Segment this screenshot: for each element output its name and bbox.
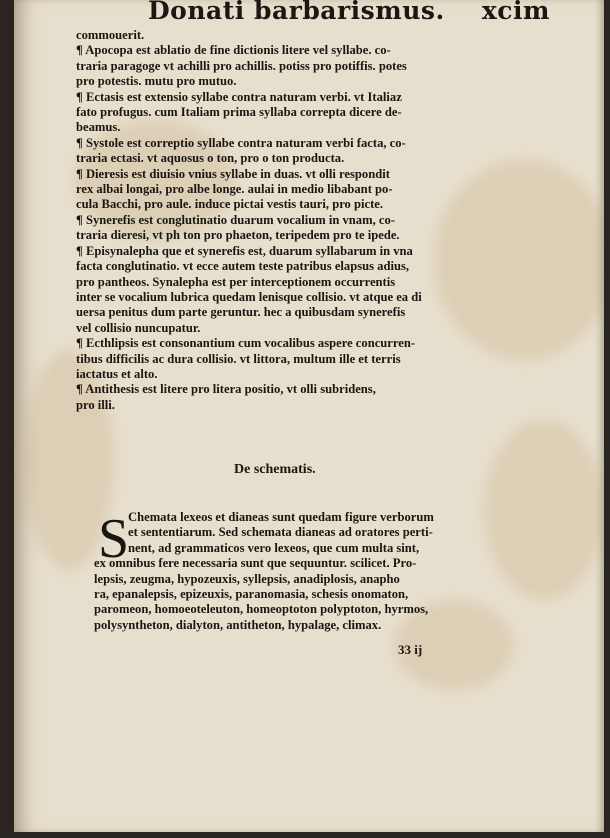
- text-line: polysyntheton, dialyton, antitheton, hypalage, climax.: [94, 617, 382, 632]
- text-line: inter se vocalium lubrica quedam lenisque collisio. vt atque ea di: [76, 289, 422, 304]
- text-line: beamus.: [76, 120, 121, 135]
- text-line: ¶ Episynalepha que et synerefis est, duarum syllabarum in vna: [76, 243, 413, 258]
- text-line: traria dieresi, vt ph ton pro phaeton, teripedem pro te ipede.: [76, 228, 400, 243]
- paragraph: [76, 382, 486, 413]
- text-line: ¶ Systole est correptio syllabe contra naturam verbi facta, co-: [76, 135, 406, 150]
- text-line: commouerit.: [76, 28, 145, 42]
- paragraph: [76, 167, 486, 213]
- header-title: Donati barbarismus.: [148, 0, 445, 25]
- text-line: ex omnibus fere necessaria sunt que sequuntur. scilicet. Pro-: [94, 556, 417, 571]
- text-line: cula Bacchi, pro aule. induce pictai vestis tauri, pro picte.: [76, 197, 384, 212]
- paragraph: [76, 90, 486, 136]
- paragraph: [76, 28, 486, 43]
- text-line: pro illi.: [76, 397, 115, 412]
- paragraph: [76, 43, 486, 89]
- text-line: paromeon, homoeoteleuton, homeoptoton polyptoton, hyrmos,: [94, 602, 429, 617]
- paragraph: [76, 244, 486, 336]
- text-line: ¶ Synerefis est conglutinatio duarum vocalium in vnam, co-: [76, 212, 395, 227]
- paragraph: [76, 136, 486, 167]
- text-line: facta conglutinatio. vt ecce autem teste patribus elapsus adius,: [76, 259, 410, 274]
- text-line: nent, ad grammaticos vero lexeos, que cum multa sint,: [128, 540, 420, 555]
- text-line: ¶ Ecthlipsis est consonantium cum vocalibus aspere concurren-: [76, 336, 416, 351]
- schemata-text-block: [94, 510, 494, 633]
- running-header: [148, 0, 550, 25]
- text-line: iactatus et alto.: [76, 366, 158, 381]
- text-line: ¶ Apocopa est ablatio de fine dictionis litere vel syllabe. co-: [76, 43, 391, 58]
- text-line: lepsis, zeugma, hypozeuxis, syllepsis, anadiplosis, anapho: [94, 571, 400, 586]
- signature-mark: 33 ij: [398, 642, 423, 657]
- drop-capital: S: [98, 508, 130, 570]
- text-line: ¶ Antithesis est litere pro litera positio, vt olli subridens,: [76, 382, 376, 397]
- text-line: ¶ Ectasis est extensio syllabe contra naturam verbi. vt Italiaz: [76, 89, 402, 104]
- paragraph: [76, 213, 486, 244]
- text-line: uersa penitus dum parte geruntur. hec a quibusdam synerefis: [76, 305, 406, 320]
- text-line: pro potestis. mutu pro mutuo.: [76, 74, 237, 89]
- text-line: ra, epanalepsis, epizeuxis, paranomasia, schesis onomaton,: [94, 587, 409, 602]
- folio-number: xcim: [481, 0, 550, 25]
- text-line: pro pantheos. Synalepha est per interceptionem occurrentis: [76, 274, 396, 289]
- main-text-block: [76, 28, 486, 413]
- text-line: traria ectasi. vt aquosus o ton, pro o ton producta.: [76, 151, 345, 166]
- book-page: [14, 0, 604, 832]
- text-line: et sententiarum. Sed schemata dianeas ad oratores perti-: [128, 525, 433, 540]
- paragraph: [76, 336, 486, 382]
- text-line: traria paragoge vt achilli pro achillis. potiss pro potiffis. potes: [76, 58, 407, 73]
- text-line: vel collisio nuncupatur.: [76, 320, 201, 335]
- text-line: rex albai longai, pro albe longe. aulai in medio libabant po-: [76, 182, 393, 197]
- section-title: De schematis.: [234, 462, 316, 477]
- text-line: tibus difficilis ac dura collisio. vt littora, multum ille et terris: [76, 351, 401, 366]
- text-line: fato profugus. cum Italiam prima syllaba correpta dicere de-: [76, 105, 402, 120]
- text-line: ¶ Dieresis est diuisio vnius syllabe in duas. vt olli respondit: [76, 166, 390, 181]
- text-line: Chemata lexeos et dianeas sunt quedam figure verborum: [128, 510, 434, 524]
